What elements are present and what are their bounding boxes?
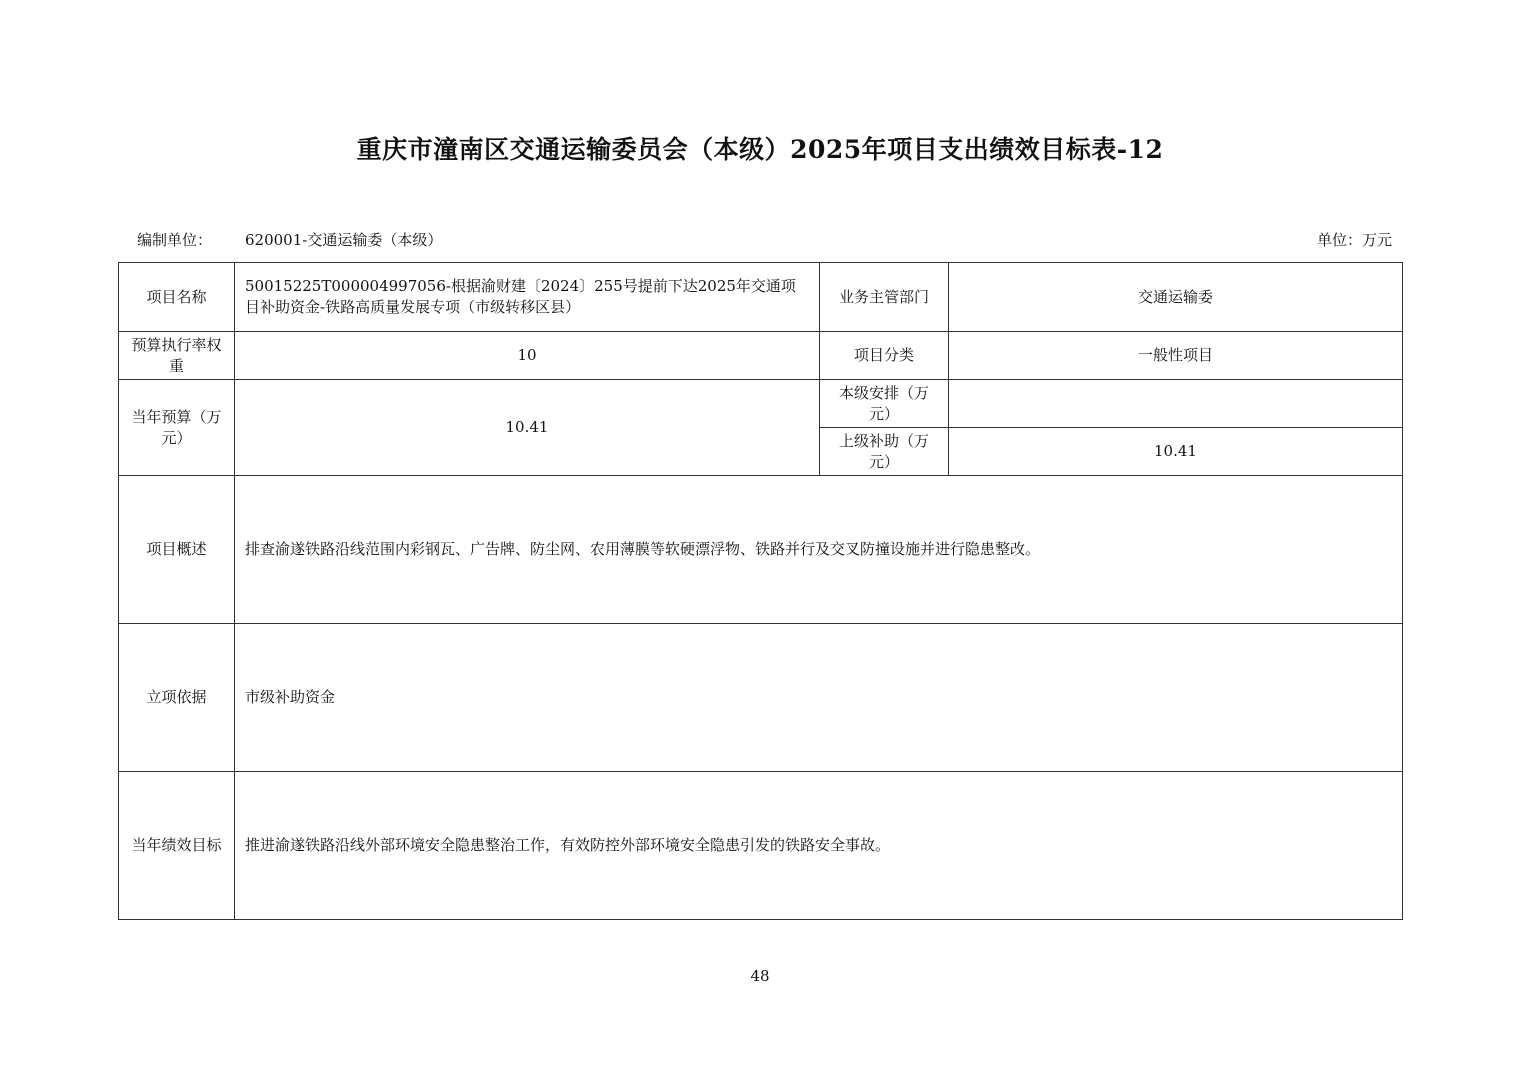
table-row (119, 624, 1403, 772)
page-number: 48 (750, 967, 770, 985)
budget-label: 当年预算（万元） (119, 380, 235, 476)
dept-value: 交通运输委 (949, 263, 1403, 332)
dept-label: 业务主管部门 (820, 263, 949, 332)
project-name-value: 50015225T000004997056-根据渝财建〔2024〕255号提前下达2025年交通项目补助资金-铁路高质量发展专项（市级转移区县） (235, 263, 820, 332)
currency-unit: 单位：万元 (1316, 231, 1392, 249)
unit-label: 编制单位： (137, 231, 213, 249)
basis-value: 市级补助资金 (235, 624, 1403, 772)
meta-row (0, 229, 1520, 251)
performance-target-table (118, 262, 1403, 920)
exec-rate-value: 10 (235, 332, 820, 380)
project-name-label: 项目名称 (119, 263, 235, 332)
superior-value: 10.41 (949, 428, 1403, 476)
table-row (119, 263, 1403, 332)
table-row (119, 332, 1403, 380)
goal-label: 当年绩效目标 (119, 772, 235, 920)
table-row (119, 772, 1403, 920)
table-row (119, 380, 1403, 428)
page-title: 重庆市潼南区交通运输委员会（本级）2025年项目支出绩效目标表-12 (356, 135, 1164, 164)
unit-value: 620001-交通运输委（本级） (245, 231, 443, 249)
local-value (949, 380, 1403, 428)
budget-value: 10.41 (235, 380, 820, 476)
overview-label: 项目概述 (119, 476, 235, 624)
exec-rate-label: 预算执行率权重 (119, 332, 235, 380)
category-value: 一般性项目 (949, 332, 1403, 380)
overview-value: 排查渝遂铁路沿线范围内彩钢瓦、广告牌、防尘网、农用薄膜等软硬漂浮物、铁路并行及交叉防撞设施并进行隐患整改。 (235, 476, 1403, 624)
goal-value: 推进渝遂铁路沿线外部环境安全隐患整治工作，有效防控外部环境安全隐患引发的铁路安全事故。 (235, 772, 1403, 920)
table-row (119, 476, 1403, 624)
superior-label: 上级补助（万元） (820, 428, 949, 476)
basis-label: 立项依据 (119, 624, 235, 772)
category-label: 项目分类 (820, 332, 949, 380)
local-label: 本级安排（万元） (820, 380, 949, 428)
